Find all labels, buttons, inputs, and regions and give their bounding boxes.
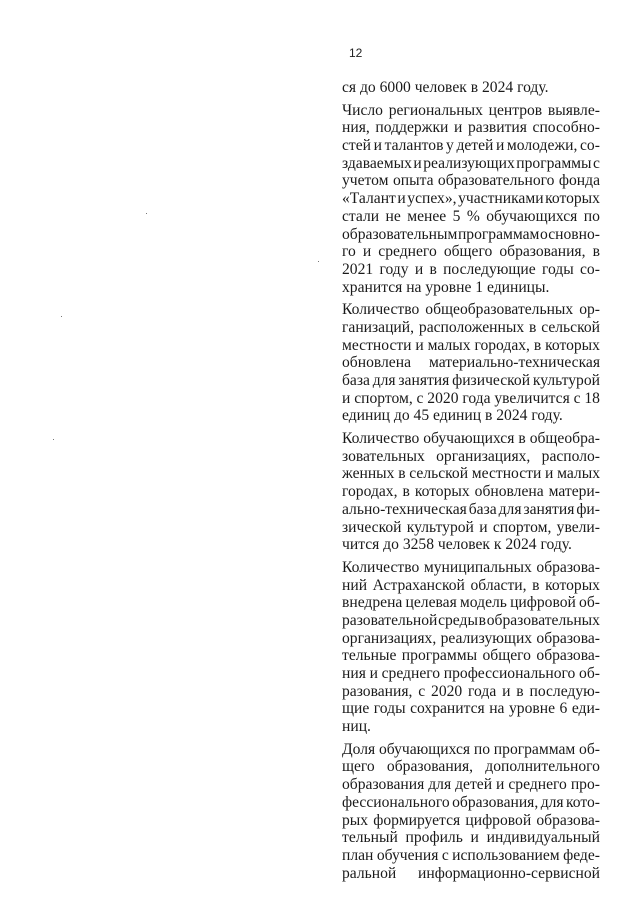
word: 2020 (431, 682, 463, 700)
text-line (342, 448, 600, 466)
word: обновлена (342, 354, 411, 372)
word: опыта (392, 172, 434, 190)
word: тельные (342, 647, 397, 665)
text-line (342, 683, 600, 701)
word: и (369, 665, 378, 682)
word: молодежи, (506, 137, 578, 155)
word: 6 (559, 700, 568, 718)
word: % (466, 207, 480, 225)
paragraph (342, 430, 600, 554)
word: спортом, (354, 389, 413, 407)
word: поддержки (375, 119, 449, 137)
word: в (532, 576, 540, 594)
text-line (342, 430, 600, 448)
word: об- (579, 740, 600, 758)
word: для (428, 776, 452, 794)
word: Количество (342, 301, 420, 319)
text-line: хранится на уровне 1 единицы. (342, 278, 550, 296)
text-line (342, 301, 600, 319)
word: разования, (342, 682, 413, 700)
word: обучения (376, 846, 439, 864)
word: занятия (523, 500, 575, 518)
word: муниципальных (423, 558, 532, 576)
word: база (468, 500, 497, 518)
word: образова- (536, 558, 600, 576)
text-line (342, 577, 600, 595)
word: в (429, 260, 437, 278)
word: образовательным (342, 225, 458, 243)
word: талантов (384, 137, 444, 155)
word: для (540, 793, 564, 811)
word: с (416, 389, 424, 407)
text-line (342, 630, 600, 648)
word: ор- (579, 301, 600, 319)
word: женных (342, 465, 395, 483)
word: тельный (342, 829, 398, 847)
word: участниками (458, 190, 544, 208)
word: сельской (409, 465, 469, 483)
paragraph (342, 79, 600, 97)
word: учетом (342, 172, 389, 190)
word: занятия (398, 372, 450, 389)
word: у (446, 137, 454, 155)
word: сельской (541, 318, 600, 336)
word: ально-техническая (342, 500, 467, 518)
word: с (593, 154, 600, 172)
word: материально-техническая (429, 354, 600, 372)
word: которых (545, 576, 600, 594)
word: со- (580, 260, 600, 278)
text-line (342, 102, 600, 120)
word: об- (579, 594, 600, 612)
word: не (385, 207, 401, 225)
text-line (342, 354, 600, 372)
word: разовательной (342, 611, 438, 629)
scan-speck (53, 439, 54, 440)
word: образования, (386, 758, 474, 776)
word: про- (570, 776, 600, 794)
word: ганизаций, (342, 318, 415, 336)
word: модель (459, 594, 507, 612)
word: индивидуальный (486, 829, 600, 847)
text-line (342, 483, 600, 501)
word: области, (470, 576, 527, 594)
word: в (398, 465, 406, 483)
text-line (342, 612, 600, 630)
word: Количество (342, 558, 420, 576)
word: среднего (381, 665, 441, 682)
word: организациях, (436, 447, 531, 465)
text-line (342, 829, 600, 847)
word: спортом, (492, 518, 552, 536)
paragraph (342, 301, 600, 425)
word: в (518, 430, 526, 448)
text-line (342, 812, 600, 830)
word: по (583, 207, 600, 225)
word: информационно-сервисной (418, 864, 600, 882)
text-line (342, 758, 600, 776)
word: обучающихся (486, 207, 578, 225)
word: внедрена (342, 594, 403, 612)
word: малых (427, 336, 471, 354)
word: городах, (474, 336, 530, 354)
word: и (414, 260, 424, 278)
word: обновлена (474, 483, 544, 501)
word: в (402, 483, 410, 501)
body-text-column (342, 79, 600, 882)
word: со- (579, 137, 600, 155)
word: реализующих (440, 629, 533, 647)
word: еди- (571, 700, 600, 718)
text-line (342, 337, 600, 355)
word: последую- (529, 682, 600, 700)
word: физической (452, 372, 531, 389)
word: увели- (556, 518, 600, 536)
text-line (342, 776, 600, 794)
word: которых (414, 483, 470, 501)
word: и (342, 389, 351, 407)
word: и (362, 243, 372, 261)
text-line (342, 847, 600, 865)
word: целевая (405, 594, 457, 612)
word: последующие (443, 260, 536, 278)
word: и (397, 190, 406, 208)
word: обучающихся (378, 740, 471, 758)
word: которых (545, 336, 600, 354)
word: образова- (536, 629, 600, 647)
word: Астраханской (372, 576, 465, 594)
word: щего (342, 758, 375, 776)
text-line (342, 501, 600, 519)
word: 2021 (342, 260, 374, 278)
word: в (478, 611, 487, 629)
word: программы (516, 154, 592, 172)
word: года (468, 682, 497, 700)
word: на (489, 700, 505, 718)
word: детей (455, 776, 493, 794)
word: малых (557, 465, 600, 483)
word: общего (482, 647, 531, 665)
word: годы (541, 260, 574, 278)
word: развития (467, 119, 527, 137)
word: образовательных (486, 611, 600, 629)
word: и (454, 119, 463, 137)
text-line (342, 208, 600, 226)
word: среды (438, 611, 478, 629)
word: среднего (508, 776, 567, 794)
word: местности (342, 336, 412, 354)
text-line (342, 372, 600, 390)
scan-speck (318, 261, 319, 262)
word: цифровой (465, 811, 532, 829)
word: и (415, 336, 424, 354)
word: общеобразовательных (425, 301, 574, 319)
text-line (342, 390, 600, 408)
word: образова- (536, 811, 600, 829)
text-line (342, 794, 600, 812)
word: «Талант (342, 190, 396, 208)
word: образовательного (437, 172, 555, 190)
word: 5 (452, 207, 461, 225)
word: щие (342, 700, 370, 718)
paragraph (342, 741, 600, 883)
word: в (516, 682, 524, 700)
word: 18 (584, 389, 600, 407)
word: и (413, 154, 422, 172)
word: ния (342, 665, 366, 682)
word: и (470, 829, 479, 847)
word: и (496, 776, 505, 794)
word: Доля (342, 740, 376, 758)
word: здаваемых (342, 154, 412, 172)
paragraph (342, 102, 600, 297)
word: в (592, 243, 600, 261)
word: организациях, (342, 629, 437, 647)
word: программам (457, 225, 540, 243)
text-line (342, 865, 600, 883)
word: профессионального (443, 665, 576, 682)
text-line (342, 243, 600, 261)
word: Число (342, 101, 383, 119)
word: общеобра- (529, 430, 600, 448)
word: фи- (576, 500, 600, 518)
text-line (342, 741, 600, 759)
word: в (533, 336, 542, 354)
word: ния, (342, 119, 370, 137)
word: и (373, 137, 382, 155)
text-line: единиц до 45 единиц в 2024 году. (342, 407, 563, 425)
word: расположенных (418, 318, 525, 336)
word: в (528, 318, 537, 336)
word: увеличится (494, 389, 570, 407)
word: ний (342, 576, 368, 594)
text-line (342, 465, 600, 483)
word: база (342, 372, 370, 389)
word: с (441, 846, 449, 864)
text-line (342, 172, 600, 190)
text-line (342, 226, 600, 244)
word: феде- (563, 846, 600, 864)
word: зической (342, 518, 402, 536)
word: стали (342, 207, 380, 225)
word: Количество (342, 430, 420, 448)
word: располо- (541, 447, 600, 465)
text-line (342, 261, 600, 279)
word: и (495, 137, 505, 155)
word: стей (342, 137, 372, 155)
word: способно- (532, 119, 600, 137)
text-line: ся до 6000 человек в 2024 году. (342, 79, 549, 96)
word: образова- (536, 647, 600, 665)
text-line (342, 559, 600, 577)
word: основно- (540, 225, 600, 243)
word: для (498, 500, 522, 518)
word: обучающихся (423, 430, 515, 448)
word: и (479, 518, 488, 536)
scan-speck (146, 213, 147, 214)
word: региональных (388, 101, 483, 119)
word: культурой (532, 372, 600, 389)
word: 2020 (427, 389, 459, 407)
word: реализующих (423, 154, 515, 172)
word: и (502, 682, 511, 700)
text-line (342, 119, 600, 137)
word: городах, (342, 483, 398, 501)
word: матери- (548, 483, 600, 501)
paragraph (342, 559, 600, 736)
word: общего (443, 243, 493, 261)
text-line (342, 665, 600, 683)
word: цифровой (510, 594, 576, 612)
word: центров (488, 101, 543, 119)
word: среднего (378, 243, 437, 261)
word: уровне (508, 700, 556, 718)
word: го (342, 243, 356, 261)
word: с (573, 389, 581, 407)
text-line (342, 155, 600, 173)
text-line (342, 519, 600, 537)
word: зовательных (342, 447, 425, 465)
word: фонда (558, 172, 600, 190)
word: культурой (406, 518, 474, 536)
word: годы (373, 700, 406, 718)
word: профиль (405, 829, 463, 847)
text-line: чится до 3258 человек к 2024 году. (342, 536, 572, 554)
word: для (372, 372, 396, 389)
word: ральной (342, 864, 397, 882)
word: формируется (373, 811, 461, 829)
word: образования, (452, 793, 539, 811)
word: которых (545, 190, 600, 208)
text-line (342, 319, 600, 337)
word: план (342, 846, 374, 864)
word: с (418, 682, 426, 700)
word: году (379, 260, 409, 278)
word: программы (401, 647, 478, 665)
word: менее (407, 207, 447, 225)
word: фессионального (342, 793, 450, 811)
scan-speck (61, 316, 62, 317)
word: детей (456, 137, 494, 155)
text-line (342, 700, 600, 718)
text-line (342, 647, 600, 665)
word: сохранится (410, 700, 485, 718)
text-line (342, 137, 600, 155)
text-line (342, 594, 600, 612)
word: по (473, 740, 491, 758)
word: дополнительного (485, 758, 600, 776)
word: местности (471, 465, 542, 483)
word: года (462, 389, 491, 407)
word: программам (493, 740, 576, 758)
word: кото- (566, 793, 600, 811)
word: образования, (499, 243, 586, 261)
word: использованием (452, 846, 560, 864)
word: образования (342, 776, 425, 794)
word: и (545, 465, 554, 483)
text-line (342, 190, 600, 208)
text-line: ниц. (342, 718, 371, 736)
page-number: 12 (349, 46, 363, 60)
word: успех», (407, 190, 457, 208)
word: об- (579, 665, 600, 682)
word: выявле- (547, 101, 600, 119)
word: рых (342, 811, 369, 829)
